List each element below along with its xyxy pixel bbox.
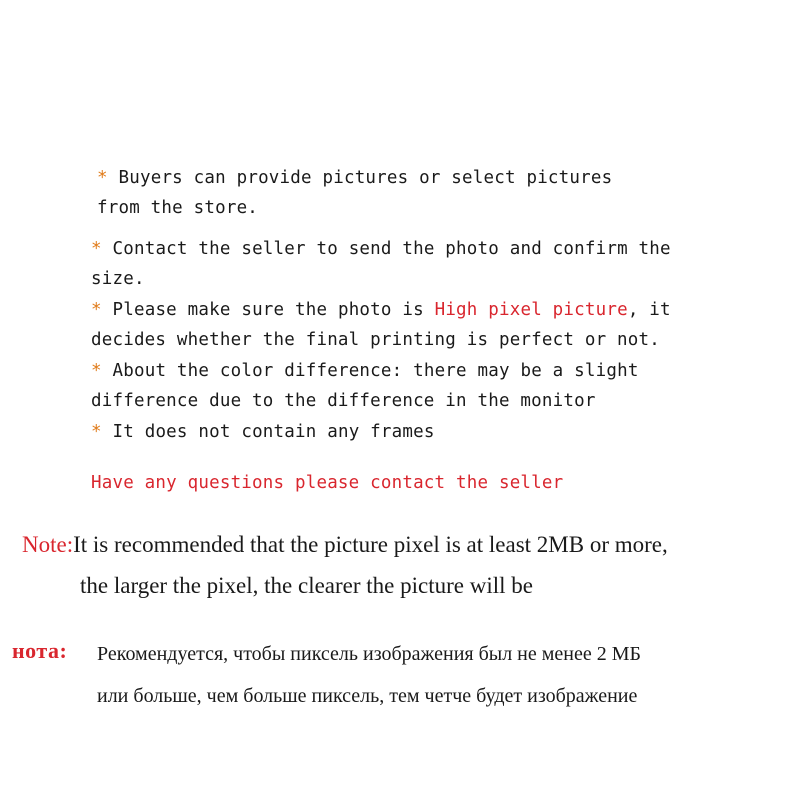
highlight-text: High pixel picture bbox=[434, 300, 628, 320]
bullet-star-icon: * bbox=[91, 422, 102, 442]
bullet-color-line2: difference due to the difference in the monitor bbox=[91, 391, 596, 411]
bullet-contact-line1 bbox=[91, 241, 671, 259]
note-ru-line2: или больше, чем больше пиксель, тем четче будет изображение bbox=[97, 685, 638, 707]
nota-label: нота: bbox=[12, 638, 68, 663]
bullet-pixel-line1 bbox=[91, 302, 671, 320]
bullet-text: , it bbox=[627, 300, 671, 320]
bullet-star-icon: * bbox=[91, 300, 102, 320]
bullet-text: About the color difference: there may be a slight bbox=[112, 361, 639, 381]
bullet-contact-line2: size. bbox=[91, 269, 145, 289]
bullet-star-icon: * bbox=[91, 239, 102, 259]
note-en-line2: the larger the pixel, the clearer the picture will be bbox=[80, 573, 533, 598]
bullet-color-line1 bbox=[91, 363, 639, 381]
bullet-text: It does not contain any frames bbox=[112, 422, 435, 442]
note-text: It is recommended that the picture pixel is at least 2MB or more, bbox=[73, 532, 668, 557]
bullet-star-icon: * bbox=[97, 168, 108, 188]
bullet-text: Please make sure the photo is bbox=[112, 300, 435, 320]
note-label: Note: bbox=[22, 532, 74, 557]
bullet-star-icon: * bbox=[91, 361, 102, 381]
bullet-text: Buyers can provide pictures or select pictures bbox=[118, 168, 613, 188]
note-en-line1 bbox=[22, 533, 668, 556]
note-ru-line1: Рекомендуется, чтобы пиксель изображения был не менее 2 МБ bbox=[97, 643, 642, 665]
bullet-pixel-line2: decides whether the final printing is perfect or not. bbox=[91, 330, 661, 350]
bullet-buyers-line2: from the store. bbox=[97, 198, 259, 218]
contact-seller-text: Have any questions please contact the seller bbox=[91, 473, 564, 493]
bullet-buyers-line1 bbox=[97, 170, 612, 188]
bullet-frames-line1 bbox=[91, 424, 435, 442]
bullet-text: Contact the seller to send the photo and confirm the bbox=[112, 239, 671, 259]
